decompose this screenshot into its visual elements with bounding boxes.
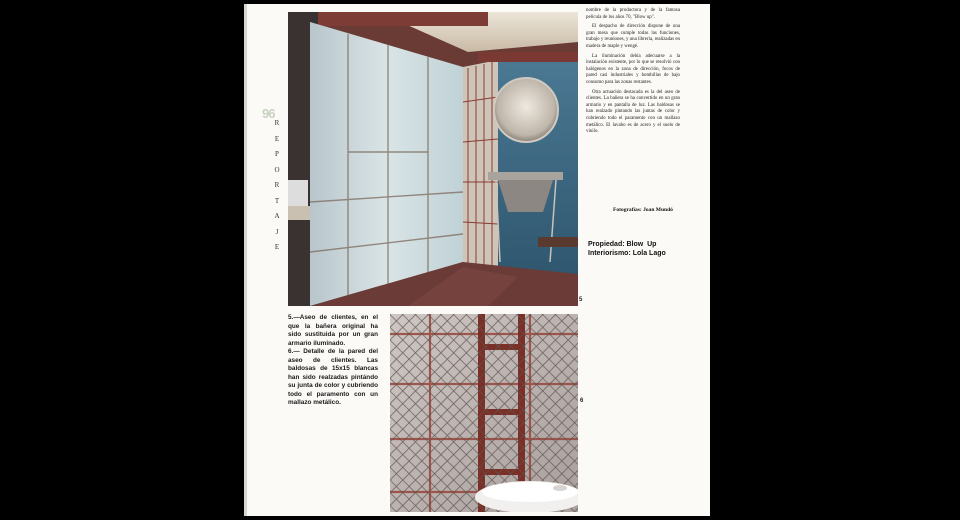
property-credit: Propiedad: Blow Up (588, 241, 657, 248)
interior-credit: Interiorismo: Lola Lago (588, 250, 666, 258)
article-paragraph: La iluminación debía adecuarse a la instalación existente, por lo que se resolvió con halógenos en la zona de dirección, focos de pared casi industriales y bombillas de bajo consumo para las zonas restantes. (586, 53, 680, 85)
page-number: 96 (262, 106, 275, 121)
figure-6-number: 6 (580, 398, 584, 404)
section-letter: P (275, 150, 279, 158)
section-label (272, 116, 282, 256)
photo-bathroom-illustration (288, 12, 578, 306)
section-letter: E (274, 134, 280, 143)
article-paragraph: El despacho de dirección dispone de una gran mesa que cumple todas las funciones, trabajo y reuniones, y una librería, realizadas en madera de maple y wengé. (586, 24, 680, 49)
photo-wall-detail (390, 314, 578, 512)
figure-5-number: 5 (579, 297, 583, 303)
section-letter: O (274, 165, 280, 174)
section-letter: J (275, 227, 279, 236)
project-credits (588, 240, 666, 259)
caption-5: 5.—Aseo de clientes, en el que la bañera original ha sido sustituida por un gran armario iluminado. (288, 314, 378, 347)
photo-wall-detail-illustration (390, 314, 578, 512)
photo-captions (288, 314, 378, 408)
photo-credit: Fotografías: Joan Mundó (613, 207, 673, 213)
page-edge (244, 4, 247, 516)
article-text (586, 8, 680, 139)
caption-6: 6.— Detalle de la pared del aseo de clientes. Las baldosas de 15x15 blancas han sido realzadas pintándo su junta de color y cubriendo todo el paramento con un mallazo metálico. (288, 348, 378, 406)
section-letter: R (274, 181, 280, 189)
photo-bathroom (288, 12, 578, 306)
article-paragraph: Otra actuación destacada es la del aseo de clientes. La bañera se ha convertido en un gran armario y en pantalla de luz. Las baldosas se han realzado pintando las juntas de color y cubriendo todo el paramento con un mallazo metálico. El lavabo es de acero y el suelo de vinilo. (586, 89, 680, 135)
section-letter: R (274, 119, 280, 127)
section-letter: T (274, 196, 280, 205)
article-paragraph: nombre de la productora y de la famosa película de los años 70, "Blow up". (586, 8, 680, 20)
section-letter: A (274, 212, 280, 220)
section-letter: E (274, 243, 280, 251)
